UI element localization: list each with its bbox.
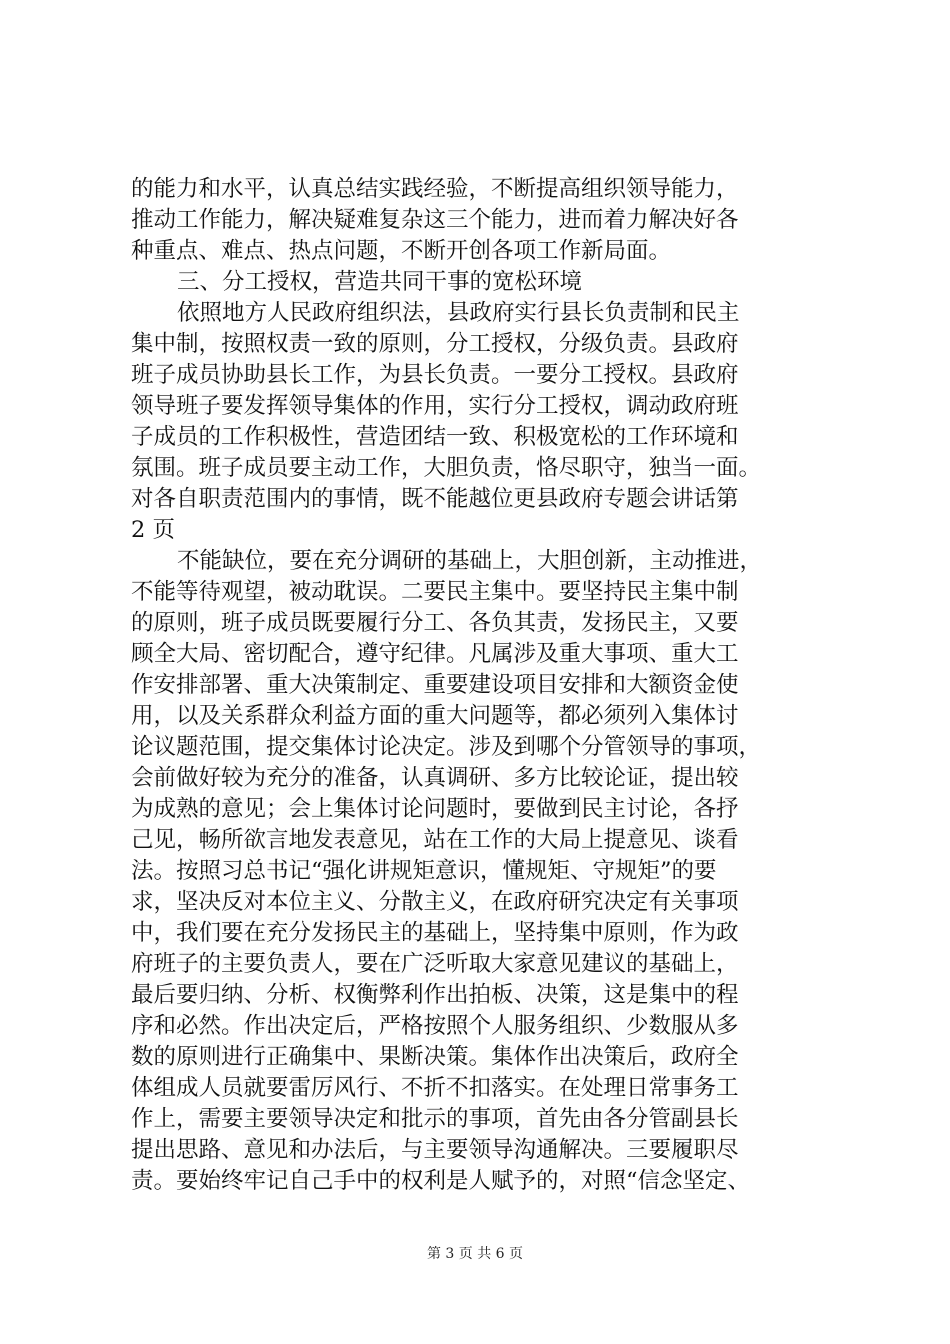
text-line: 作上，需要主要领导决定和批示的事项，首先由各分管副县长 <box>131 1106 739 1132</box>
text-line: 法。按照习总书记“强化讲规矩意识，懂规矩、守规矩”的要 <box>131 858 717 884</box>
text-line: 用，以及关系群众利益方面的重大问题等，都必须列入集体讨 <box>131 703 739 729</box>
text-line: 论议题范围，提交集体讨论决定。涉及到哪个分管领导的事项， <box>131 734 762 760</box>
text-line: 顾全大局、密切配合，遵守纪律。凡属涉及重大事项、重大工 <box>131 641 739 667</box>
text-line: 序和必然。作出决定后，严格按照个人服务组织、少数服从多 <box>131 1013 739 1039</box>
document-body <box>131 174 831 1197</box>
text-line: 不能等待观望，被动耽误。二要民主集中。要坚持民主集中制 <box>131 579 739 605</box>
text-line: 体组成人员就要雷厉风行、不折不扣落实。在处理日常事务工 <box>131 1075 739 1101</box>
text-line: 为成熟的意见；会上集体讨论问题时，要做到民主讨论，各抒 <box>131 796 739 822</box>
text-line: 数的原则进行正确集中、果断决策。集体作出决策后，政府全 <box>131 1044 739 1070</box>
text-line: 最后要归纳、分析、权衡弊利作出拍板、决策，这是集中的程 <box>131 982 739 1008</box>
text-line: 氛围。班子成员要主动工作，大胆负责，恪尽职守，独当一面。 <box>131 455 762 481</box>
text-line: 求，坚决反对本位主义、分散主义，在政府研究决定有关事项 <box>131 889 739 915</box>
text-line: 集中制，按照权责一致的原则，分工授权，分级负责。县政府 <box>131 331 739 357</box>
paragraph-first-line: 依照地方人民政府组织法，县政府实行县长负责制和民主 <box>177 300 740 326</box>
paragraph-first-line: 不能缺位，要在充分调研的基础上，大胆创新，主动推进， <box>177 548 763 574</box>
text-line: 推动工作能力，解决疑难复杂这三个能力，进而着力解决好各 <box>131 207 739 233</box>
text-line: 种重点、难点、热点问题，不断开创各项工作新局面。 <box>131 238 672 264</box>
text-line: 责。要始终牢记自己手中的权利是人赋予的，对照“信念坚定、 <box>131 1168 751 1194</box>
section-heading: 三、分工授权，营造共同干事的宽松环境 <box>177 269 583 295</box>
text-line: 中，我们要在充分发扬民主的基础上，坚持集中原则，作为政 <box>131 920 739 946</box>
text-line: 子成员的工作积极性，营造团结一致、积极宽松的工作环境和 <box>131 424 739 450</box>
text-line: 府班子的主要负责人，要在广泛听取大家意见建议的基础上， <box>131 951 739 977</box>
text-line: 班子成员协助县长工作，为县长负责。一要分工授权。县政府 <box>131 362 739 388</box>
text-line: 会前做好较为充分的准备，认真调研、多方比较论证，提出较 <box>131 765 739 791</box>
page-number-footer: 第 3 页 共 6 页 <box>426 1246 524 1262</box>
text-line: 2 页 <box>131 517 175 543</box>
text-line: 对各自职责范围内的事情，既不能越位更县政府专题会讲话第 <box>131 486 739 512</box>
text-line: 提出思路、意见和办法后，与主要领导沟通解决。三要履职尽 <box>131 1137 739 1163</box>
text-line: 的原则，班子成员既要履行分工、各负其责，发扬民主，又要 <box>131 610 739 636</box>
text-line: 作安排部署、重大决策制定、重要建设项目安排和大额资金使 <box>131 672 739 698</box>
text-line: 己见，畅所欲言地发表意见，站在工作的大局上提意见、谈看 <box>131 827 739 853</box>
text-line: 领导班子要发挥领导集体的作用，实行分工授权，调动政府班 <box>131 393 739 419</box>
text-line: 的能力和水平，认真总结实践经验，不断提高组织领导能力， <box>131 176 739 202</box>
